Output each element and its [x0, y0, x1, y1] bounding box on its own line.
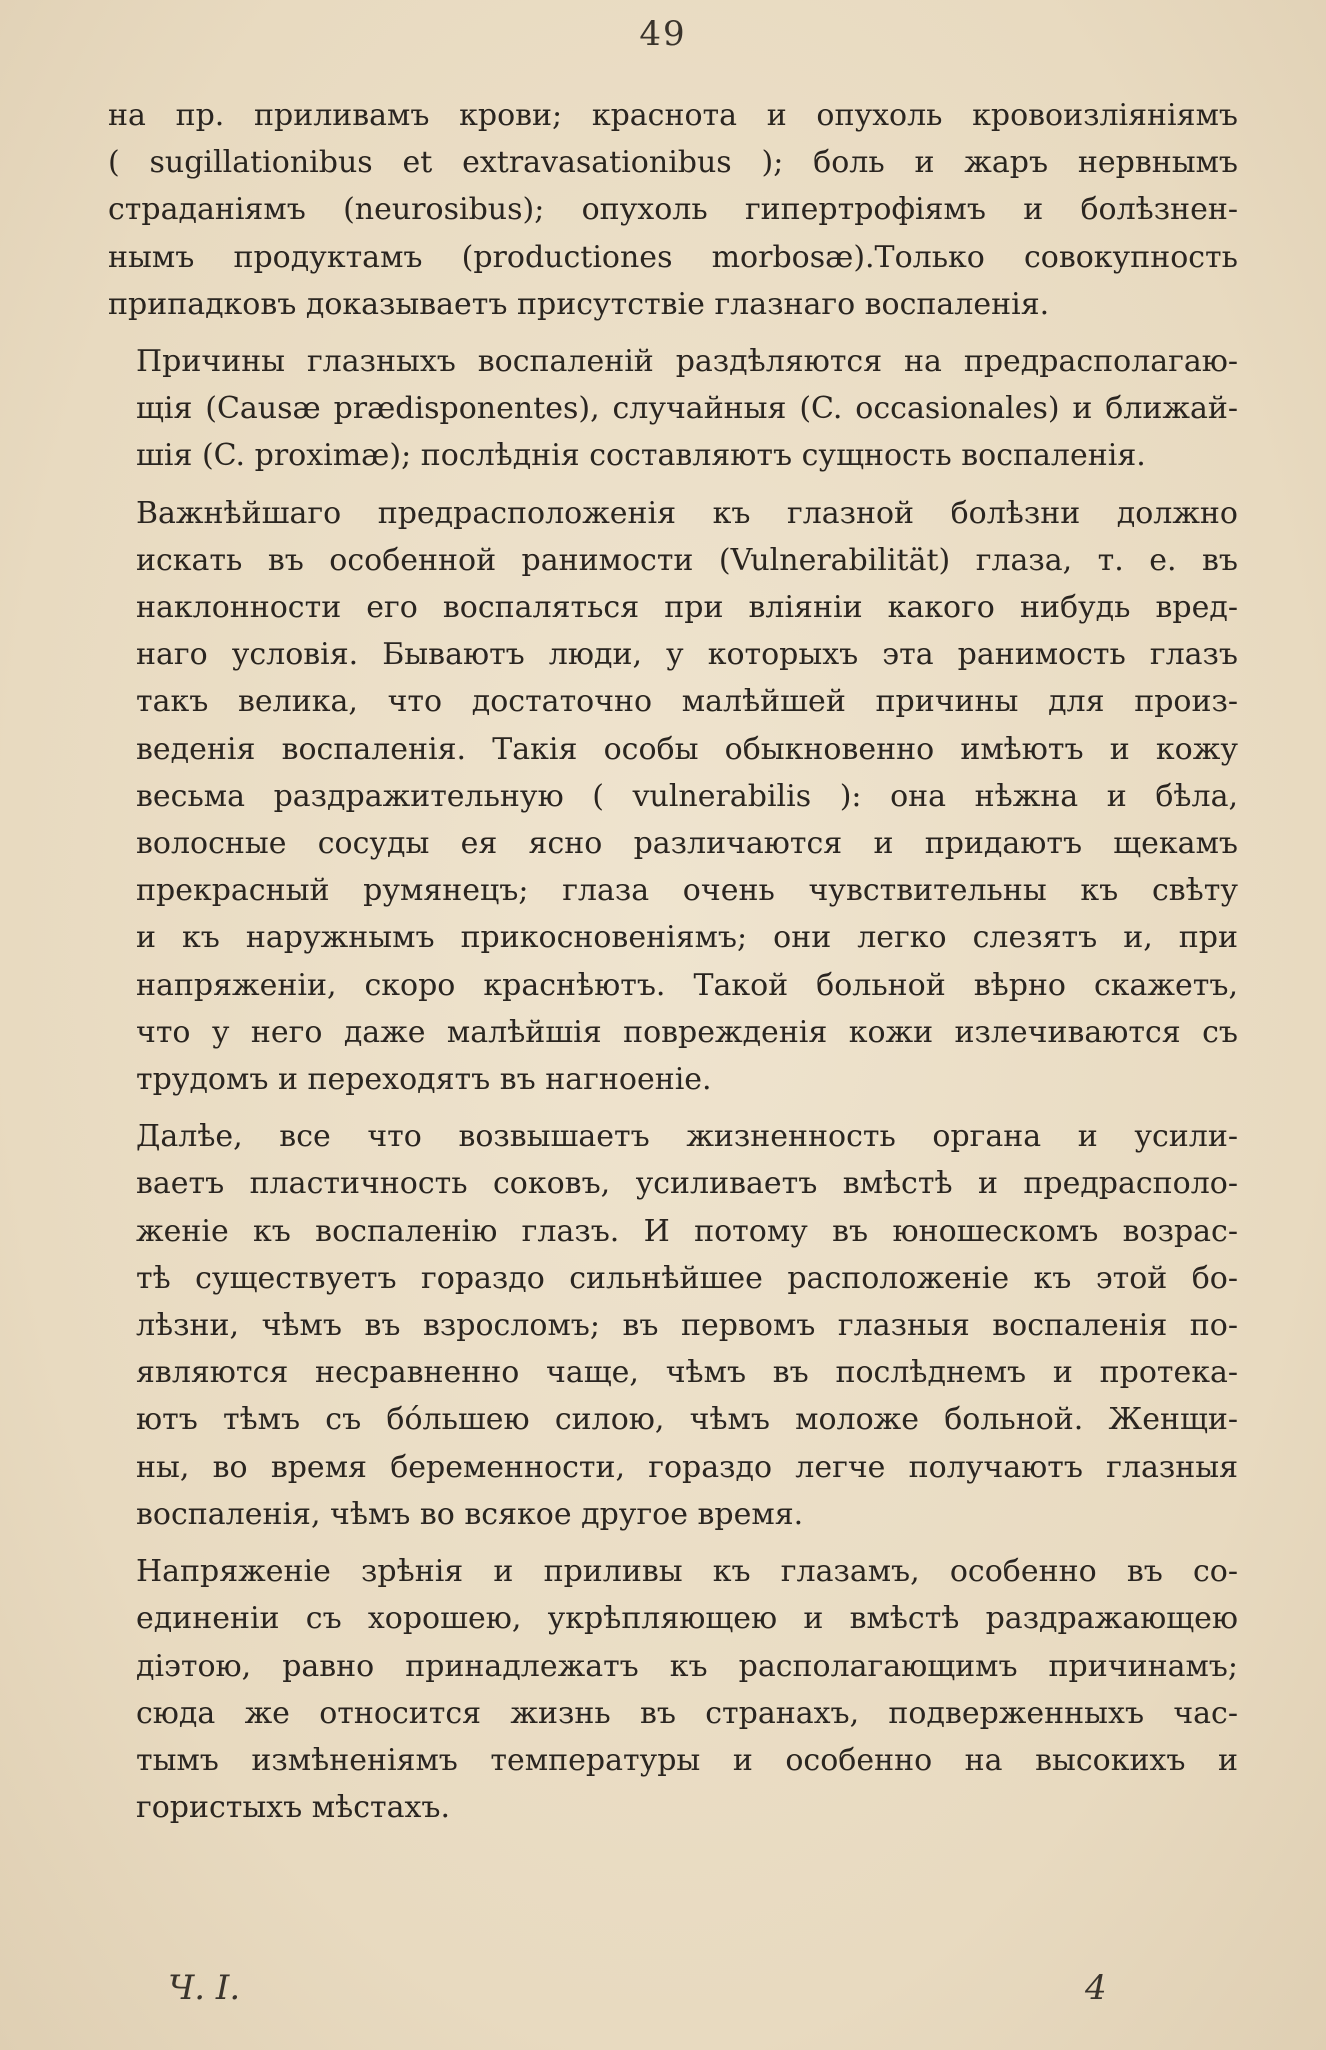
text-line: Важнѣйшаго предрасположенія къ глазной болѣзни должно [136, 495, 1238, 531]
paragraph-1 [108, 92, 1238, 328]
text-line: женіе къ воспаленію глазъ. И потому въ юношескомъ возрас- [136, 1213, 1238, 1249]
text-line: ны, во время беременности, гораздо легче получаютъ глазныя [136, 1449, 1238, 1485]
signature-mark: Ч. I. [168, 1968, 241, 2008]
text-line: воспаленія, чѣмъ во всякое другое время. [136, 1496, 804, 1532]
page-footer [0, 1968, 1326, 2018]
text-line: наго условія. Бываютъ люди, у которыхъ эта ранимость глазъ [136, 637, 1238, 673]
text-line: веденія воспаленія. Такія особы обыкновенно имѣютъ и кожу [136, 731, 1238, 767]
paragraph-3 [108, 490, 1238, 1104]
paragraph-4 [108, 1113, 1238, 1538]
text-line: что у него даже малѣйшія поврежденія кожи излечиваются съ [136, 1014, 1238, 1050]
text-line: такъ велика, что достаточно малѣйшей причины для произ- [136, 684, 1238, 720]
paragraph-5 [108, 1548, 1238, 1831]
body-text [108, 92, 1238, 1841]
text-line: ( sugillationibus et extravasationibus ); боль и жаръ нервнымъ [108, 145, 1238, 181]
text-line: гористыхъ мѣстахъ. [136, 1790, 451, 1826]
text-line: нымъ продуктамъ (productiones morbosæ).Только совокупность [108, 239, 1238, 275]
sheet-number: 4 [1085, 1968, 1107, 2008]
text-line: и къ наружнымъ прикосновеніямъ; они легко слезятъ и, при [136, 920, 1238, 956]
text-line: прекрасный румянецъ; глаза очень чувствительны къ свѣту [136, 873, 1238, 909]
text-line: діэтою, равно принадлежатъ къ располагающимъ причинамъ; [136, 1648, 1238, 1684]
text-line: трудомъ и переходятъ въ нагноеніе. [136, 1062, 712, 1098]
text-line: щія (Causæ prædisponentes), случайныя (C. occasionales) и ближай- [136, 391, 1238, 427]
text-line: ютъ тѣмъ съ бо́льшею силою, чѣмъ моложе больной. Женщи- [136, 1402, 1238, 1438]
text-line: страданіямъ (neurosibus); опухоль гипертрофіямъ и болѣзнен- [108, 192, 1238, 228]
text-line: лѣзни, чѣмъ въ взросломъ; въ первомъ глазныя воспаленія по- [136, 1308, 1238, 1344]
text-line: напряженіи, скоро краснѣютъ. Такой больной вѣрно скажетъ, [136, 967, 1238, 1003]
text-line: шія (C. proximæ); послѣднія составляютъ сущность воспаленія. [136, 438, 1146, 474]
text-line: наклонности его воспаляться при вліяніи какого нибудь вред- [136, 590, 1238, 626]
text-line: тѣ существуетъ гораздо сильнѣйшее расположеніе къ этой бо- [136, 1260, 1238, 1296]
text-line: единеніи съ хорошею, укрѣпляющею и вмѣстѣ раздражающею [136, 1601, 1238, 1637]
paragraph-2 [108, 338, 1238, 480]
text-line: на пр. приливамъ крови; краснота и опухоль кровоизліяніямъ [108, 98, 1238, 133]
text-line: тымъ измѣненіямъ температуры и особенно на высокихъ и [136, 1742, 1238, 1778]
text-line: весьма раздражительную ( vulnerabilis ): она нѣжна и бѣла, [136, 778, 1238, 814]
text-line: являются несравненно чаще, чѣмъ въ послѣднемъ и протека- [136, 1355, 1238, 1391]
text-line: Далѣе, все что возвышаетъ жизненность органа и усили- [136, 1119, 1238, 1155]
text-line: припадковъ доказываетъ присутствіе глазнаго воспаленія. [108, 286, 1050, 322]
text-line: ваетъ пластичность соковъ, усиливаетъ вмѣстѣ и предрасполо- [136, 1166, 1238, 1202]
text-line: Напряженіе зрѣнія и приливы къ глазамъ, особенно въ со- [136, 1554, 1238, 1590]
text-line: искать въ особенной ранимости (Vulnerabilität) глаза, т. е. въ [136, 542, 1238, 578]
text-line: сюда же относится жизнь въ странахъ, подверженныхъ час- [136, 1695, 1238, 1731]
text-line: Причины глазныхъ воспаленій раздѣляются на предрасполагаю- [136, 344, 1238, 380]
text-line: волосные сосуды ея ясно различаются и придаютъ щекамъ [136, 826, 1238, 862]
page-number: 49 [639, 14, 687, 54]
